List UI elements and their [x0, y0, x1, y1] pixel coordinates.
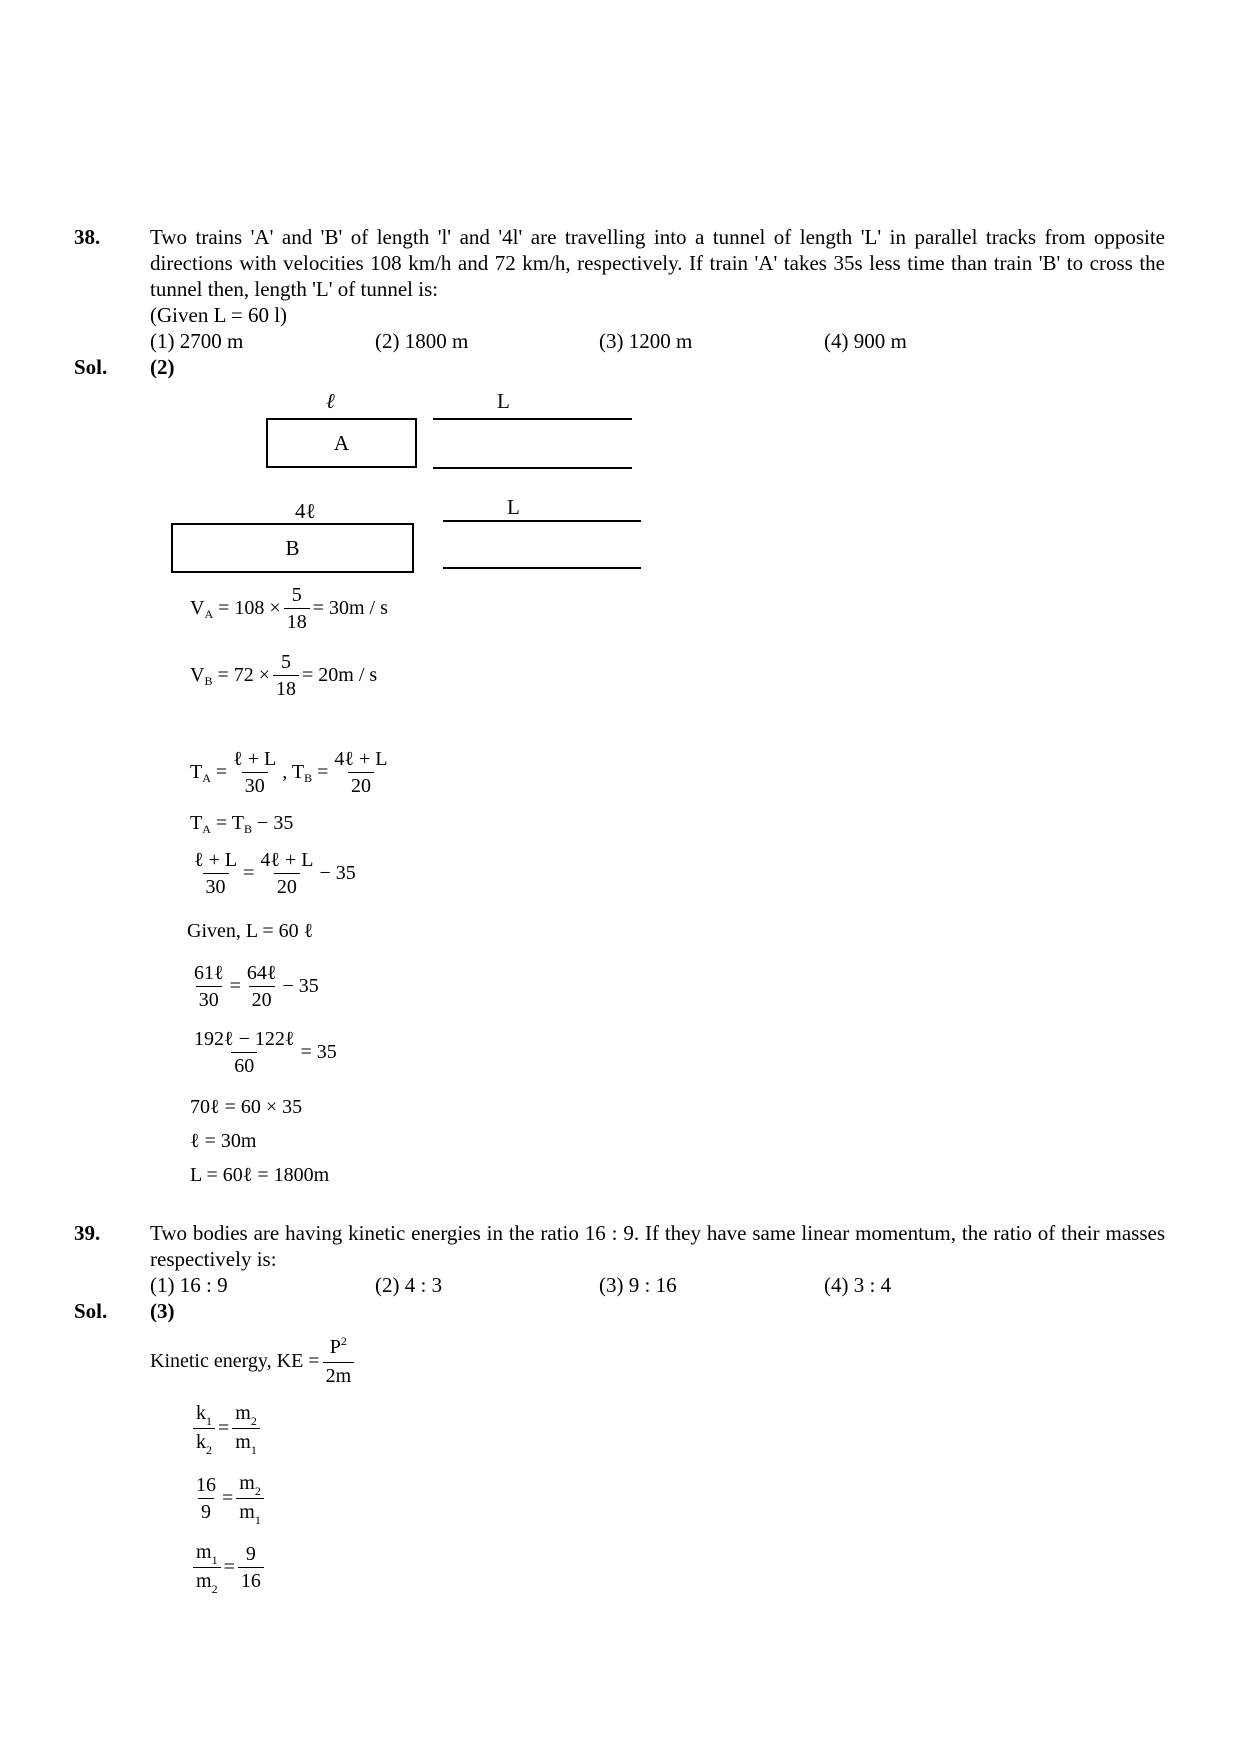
- eq-simplified: $\frac{\text{192ℓ − 122ℓ}}{60}$ = 35: [194, 1028, 337, 1077]
- tunnel-a-bottom: [433, 467, 632, 469]
- option-4: (4) 3 : 4: [824, 1273, 892, 1297]
- tunnel-b-label: L: [507, 495, 520, 519]
- option-3: (3) 1200 m: [599, 329, 693, 353]
- question-text: Two trains 'A' and 'B' of length 'l' and '4l' are travelling into a tunnel of length 'L' in parallel tracks from opposite directions with velocities 108 km/h and 72 km/h, respectively. If train 'A' takes 35s less time than train 'B' to cross the tunnel then, length 'L' of tunnel is:: [150, 225, 1165, 301]
- option-4: (4) 900 m: [824, 329, 907, 353]
- solution-label: Sol.: [74, 355, 108, 379]
- tunnel-b-top: [443, 520, 641, 522]
- tunnel-a-top: [433, 418, 632, 420]
- eq-ratio-k: $\frac{k_1}{k_2}$ = $\frac{m_2}{m_1}$: [190, 1402, 263, 1455]
- option-2: (2) 4 : 3: [375, 1273, 443, 1297]
- option-1: (1) 2700 m: [150, 329, 244, 353]
- eq-relation: T A = T B − 35: [190, 812, 294, 836]
- solution-label: Sol.: [74, 1299, 108, 1323]
- train-b-box: [171, 523, 414, 573]
- solution-answer: (3): [150, 1299, 175, 1323]
- train-a-length: ℓ: [326, 389, 335, 413]
- eq-ratio-values: $\frac{16}{9}$ = $\frac{m_2}{m_1}$: [190, 1472, 267, 1525]
- question-number: 38.: [74, 225, 101, 249]
- eq-times: T A = $\frac{\text{ℓ + L}}{30}$ , T B = $\frac{\text{4ℓ + L}}{20}$: [190, 748, 388, 797]
- eq-vb: V B = 72 × $\frac{5}{18}$ = 20m / s: [190, 651, 378, 700]
- question-number: 39.: [74, 1221, 101, 1245]
- eq-va: V A = 108 × $\frac{5}{18}$ = 30m / s: [190, 584, 388, 633]
- eq-kinetic-energy: Kinetic energy, KE = $\frac{P^2}{2m}$: [150, 1336, 357, 1387]
- eq-line-2: ℓ = 30m: [190, 1130, 257, 1152]
- eq-fraction-relation: $\frac{\text{ℓ + L}}{30}$ = $\frac{\text{4ℓ + L}}{20}$ − 35: [194, 849, 356, 898]
- eq-mass-ratio: $\frac{m_1}{m_2}$ = $\frac{9}{16}$: [190, 1541, 267, 1594]
- tunnel-a-label: L: [497, 389, 510, 413]
- train-a-box: [266, 418, 417, 468]
- given-note: (Given L = 60 l): [150, 303, 288, 327]
- eq-given: Given, L = 60 ℓ: [187, 920, 314, 942]
- option-1: (1) 16 : 9: [150, 1273, 228, 1297]
- train-b-label: B: [285, 535, 300, 560]
- solution-answer: (2): [150, 355, 175, 379]
- eq-substituted: $\frac{\text{61ℓ}}{30}$ = $\frac{\text{64ℓ}}{20}$ − 35: [194, 962, 319, 1011]
- eq-line-3: L = 60ℓ = 1800m: [190, 1164, 330, 1186]
- eq-line-1: 70ℓ = 60 × 35: [190, 1096, 303, 1118]
- train-a-label: A: [333, 430, 350, 455]
- option-2: (2) 1800 m: [375, 329, 469, 353]
- question-text: Two bodies are having kinetic energies in the ratio 16 : 9. If they have same linear momentum, the ratio of their masses respectively is:: [150, 1221, 1165, 1271]
- option-3: (3) 9 : 16: [599, 1273, 677, 1297]
- train-b-length: 4ℓ: [295, 499, 316, 523]
- tunnel-b-bottom: [443, 567, 641, 569]
